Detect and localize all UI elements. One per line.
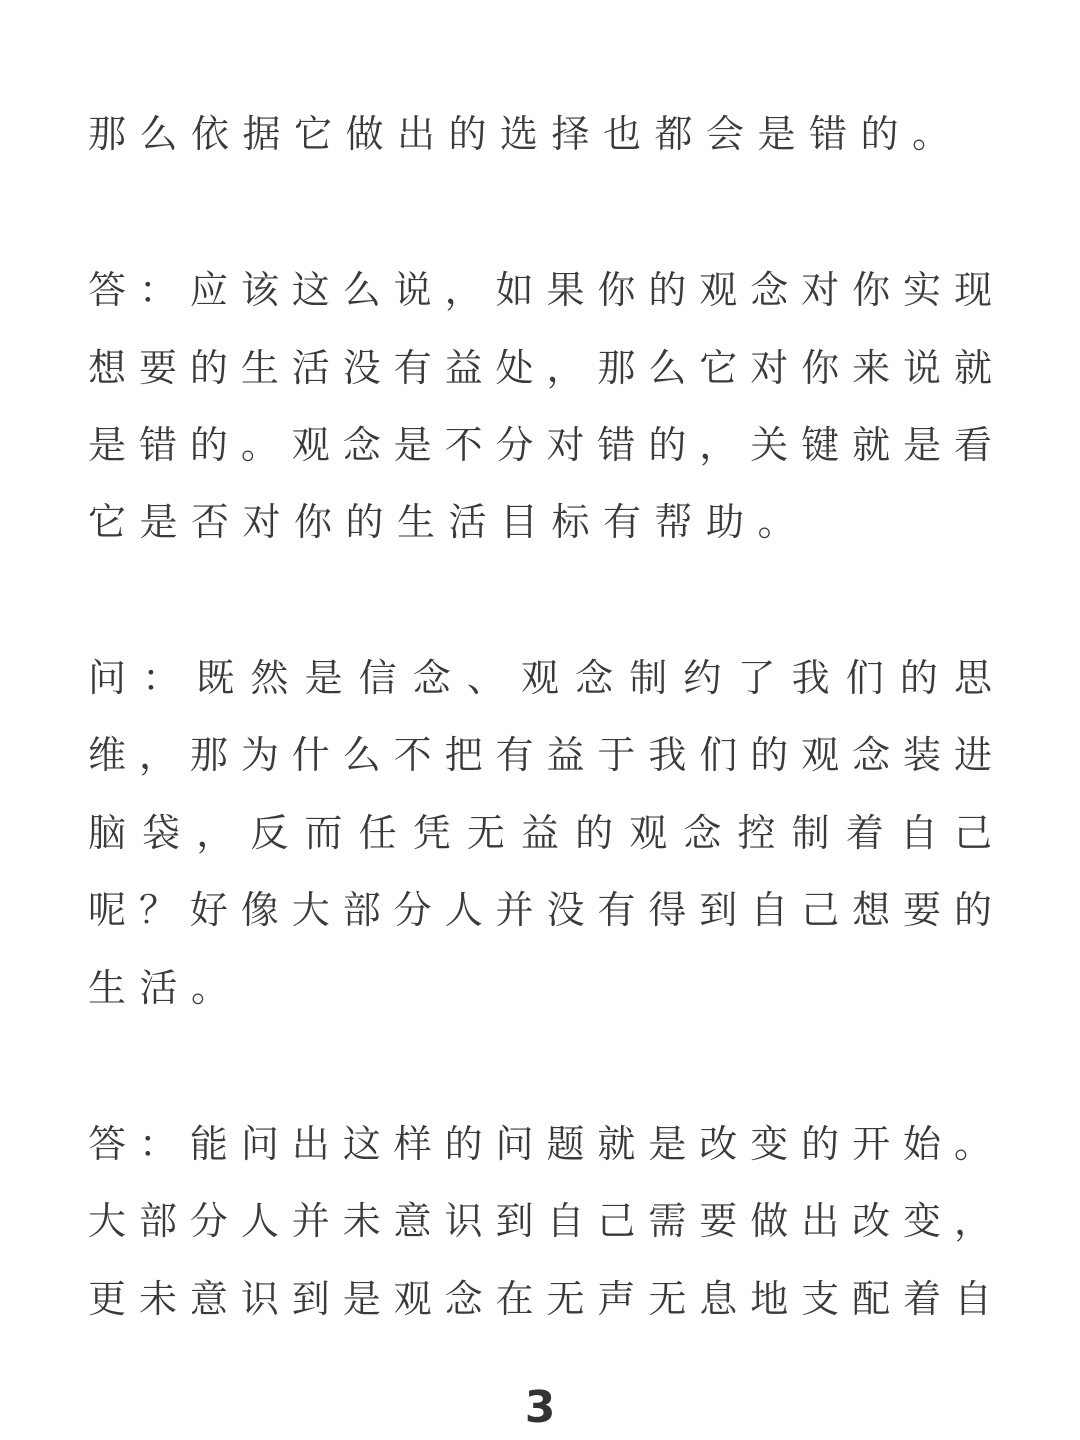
question-1-line-4: 呢？好像大部分人并没有得到自己想要的 [88,888,992,932]
answer-1-line-4: 它是否对你的生活目标有帮助。 [88,500,810,544]
answer-2-line-2: 大部分人并未意识到自己需要做出改变， [88,1199,992,1243]
question-1-line-1: 问：既然是信念、观念制约了我们的思 [88,656,992,700]
question-1-line-5: 生活。 [88,966,243,1010]
answer-2-line-1: 答：能问出这样的问题就是改变的开始。 [88,1122,992,1166]
question-1-line-2: 维，那为什么不把有益于我们的观念装进 [88,733,992,777]
answer-1-line-2: 想要的生活没有益处，那么它对你来说就 [88,346,992,390]
question-1-line-3: 脑袋，反而任凭无益的观念控制着自己 [88,811,992,855]
page-number: 3 [524,1382,556,1433]
continued-line: 那么依据它做出的选择也都会是错的。 [88,112,964,156]
answer-1-line-3: 是错的。观念是不分对错的，关键就是看 [88,423,992,467]
answer-2-line-3: 更未意识到是观念在无声无息地支配着自 [88,1277,992,1321]
answer-1-line-1: 答：应该这么说，如果你的观念对你实现 [88,268,992,312]
